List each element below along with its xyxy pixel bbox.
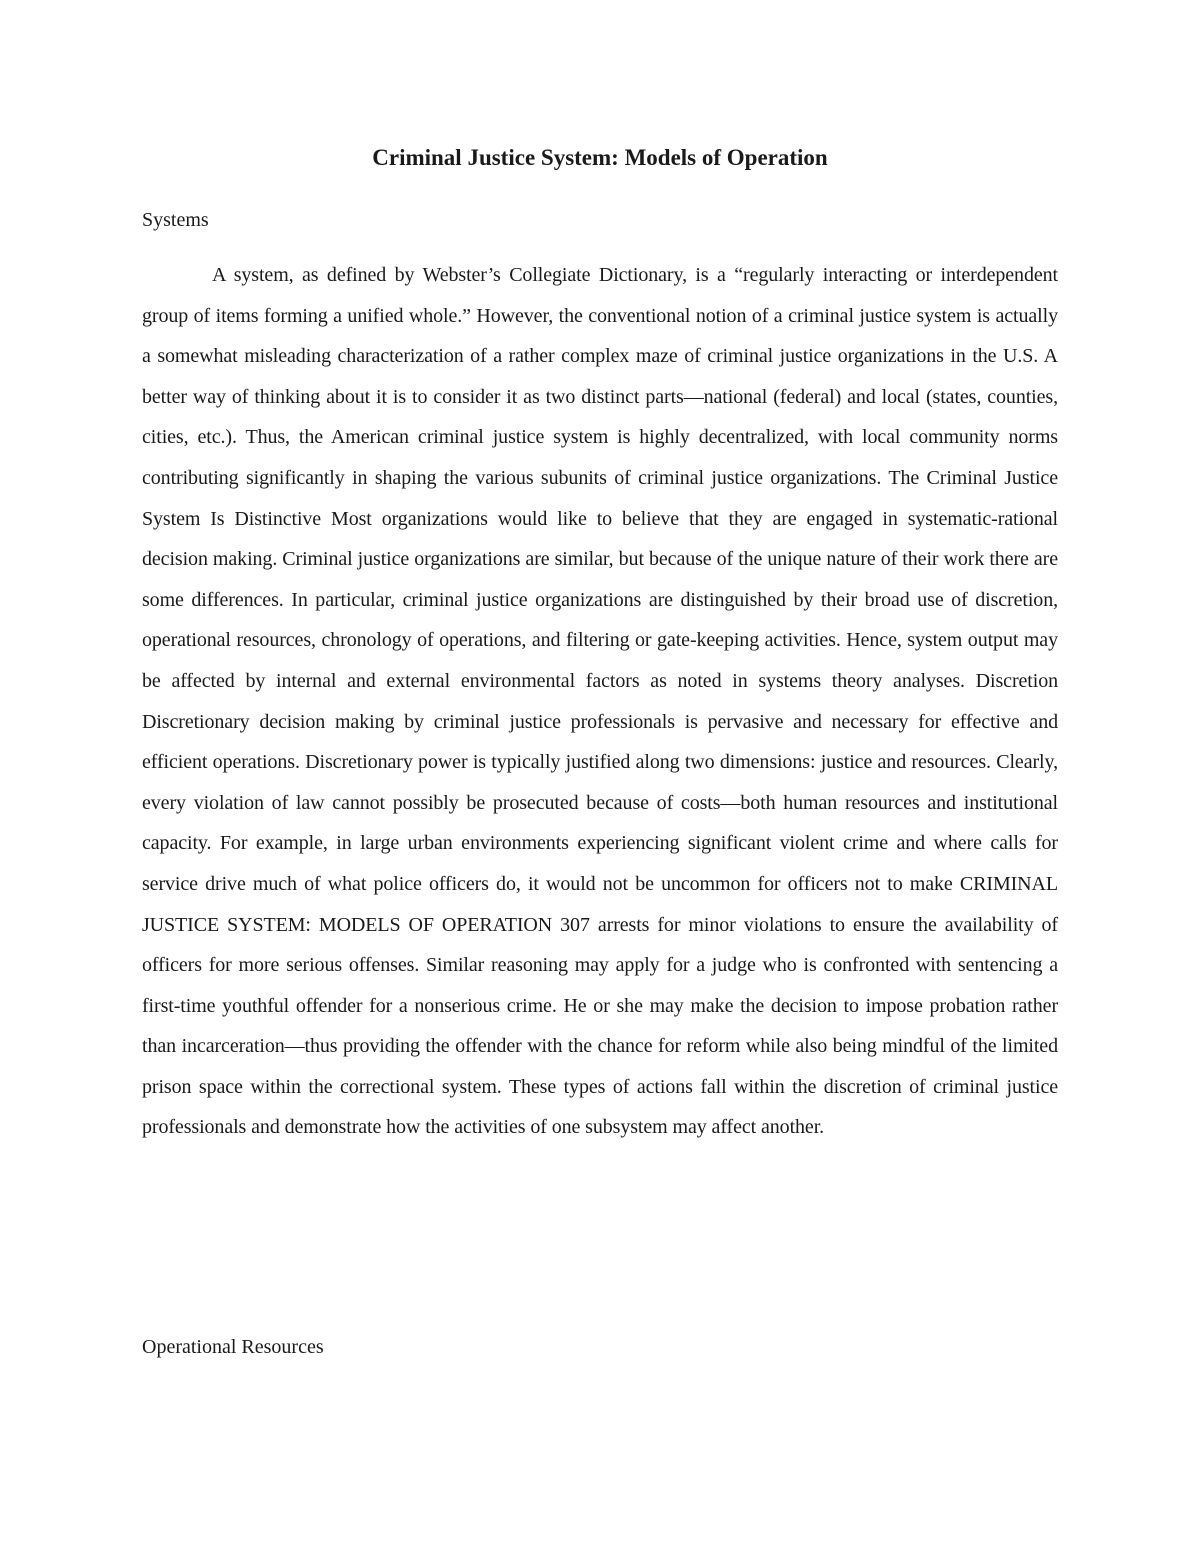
section-heading-operational-resources: Operational Resources — [142, 1336, 324, 1358]
document-title: Criminal Justice System: Models of Operation — [372, 145, 828, 170]
body-paragraph: A system, as defined by Webster’s Collegiate Dictionary, is a “regularly interacting or interdependent group of items forming a unified whole.” However, the conventional notion of a criminal justice system is actually a somewhat misleading characterization of a rather complex maze of criminal justice organizations in the U.S. A better way of thinking about it is to consider it as two distinct parts—national (federal) and local (states, counties, cities, etc.). Thus, the American criminal justice system is highly decentralized, with local community norms contributing significantly in shaping the various subunits of criminal justice organizations. The Criminal Justice System Is Distinctive Most organizations would like to believe that they are engaged in systematic-rational decision making. Criminal justice organizations are similar, but because of the unique nature of their work there are some differences. In particular, criminal justice organizations are distinguished by their broad use of discretion, operational resources, chronology of operations, and filtering or gate-keeping activities. Hence, system output may be affected by internal and external environmental factors as noted in systems theory analyses. Discretion Discretionary decision making by criminal justice professionals is pervasive and necessary for effective and efficient operations. Discretionary power is typically justified along two dimensions: justice and resources. Clearly, every violation of law cannot possibly be prosecuted because of costs—both human resources and institutional capacity. For example, in large urban environments experiencing significant violent crime and where calls for service drive much of what police officers do, it would not be uncommon for officers not to make CRIMINAL JUSTICE SYSTEM: MODELS OF OPERATION 307 arrests for minor violations to ensure the availability of officers for more serious offenses. Similar reasoning may apply for a judge who is confronted with sentencing a first-time youthful offender for a nonserious crime. He or she may make the decision to impose probation rather than incarceration—thus providing the offender with the chance for reform while also being mindful of the limited prison space within the correctional system. These types of actions fall within the discretion of criminal justice professionals and demonstrate how the activities of one subsystem may affect another. — [142, 264, 1058, 1139]
section-heading-systems: Systems — [142, 209, 209, 231]
